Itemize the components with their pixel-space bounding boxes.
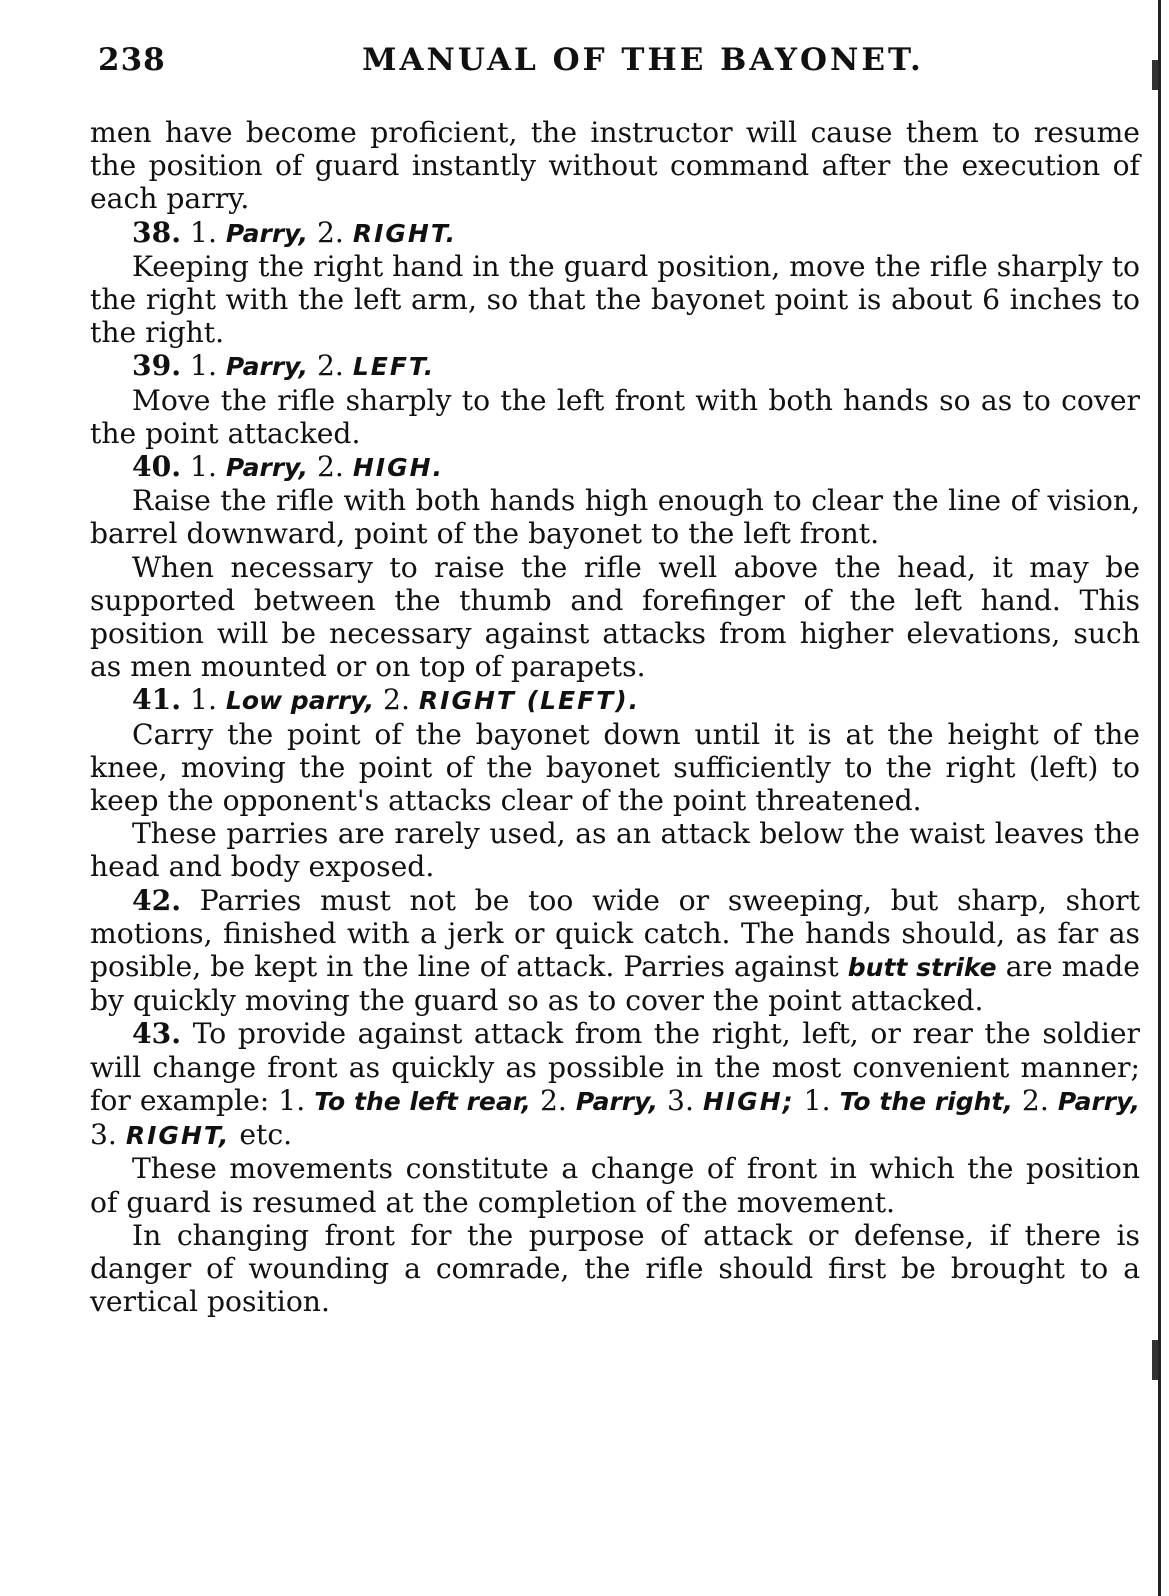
command-text: LEFT.: [352, 352, 436, 382]
edge-mark: [1152, 1340, 1158, 1380]
section-paragraph-41: [90, 718, 1140, 818]
paragraph-text: To provide against attack from the right, left, or rear the soldier will change front as quickly as possible in the most convenient manner; for example: 1.: [90, 1017, 1140, 1117]
paragraph-text: Keeping the right hand in the guard position, move the rifle sharply to the right with the left arm, so that the bayonet point is about 6 inches to the right.: [90, 249, 1140, 350]
section-paragraph-43b: [90, 1152, 1140, 1218]
section-number: 40.: [132, 450, 182, 484]
command-text: Low parry,: [225, 686, 375, 716]
section-heading-39: [90, 349, 1140, 383]
section-number: 41.: [132, 683, 182, 717]
command-text: To the left rear,: [314, 1086, 531, 1116]
section-heading-41: [90, 683, 1140, 717]
paragraph-text: Carry the point of the bayonet down until it is at the height of the knee, moving the point of the bayonet sufficiently to the right (left) to keep the opponent's attacks clear of the point threatened.: [90, 717, 1140, 818]
section-heading-40: [90, 450, 1140, 484]
page-number: 238: [98, 42, 166, 78]
section-paragraph-39: [90, 384, 1140, 450]
section-number: 42.: [132, 883, 182, 917]
command-step-number: 2.: [539, 1083, 567, 1117]
section-paragraph-43: [90, 1017, 1140, 1152]
command-step-number: 1.: [190, 683, 217, 717]
command-text: butt strike: [847, 953, 997, 983]
command-step-number: 2.: [316, 215, 344, 249]
paragraph-text: are made by quickly moving the guard so as to cover the point attacked.: [90, 950, 1140, 1018]
edge-mark: [1152, 60, 1158, 90]
command-text: Parry,: [225, 352, 308, 382]
section-number: 38.: [132, 215, 182, 249]
paragraph-text: Move the rifle sharply to the left front with both hands so as to cover the point attacked.: [90, 383, 1140, 450]
command-text: RIGHT (LEFT).: [418, 686, 641, 716]
section-paragraph-43c: [90, 1219, 1140, 1319]
command-text: Parry,: [225, 453, 308, 483]
command-text: Parry,: [575, 1086, 658, 1116]
text-body: [90, 116, 1140, 1318]
command-step-number: 3.: [90, 1118, 117, 1152]
paragraph-text: In changing front for the purpose of attack or defense, if there is danger of wounding a comrade, the rifle should first be brought to a vertical position.: [90, 1218, 1140, 1319]
page-header: [98, 42, 1138, 92]
paragraph-text: These parries are rarely used, as an attack below the waist leaves the head and body exposed.: [90, 817, 1140, 884]
paragraph-text: men have become proficient, the instructor will cause them to resume the position of guard instantly without command after the execution of each parry.: [90, 116, 1140, 216]
paragraph-text: etc.: [239, 1118, 293, 1152]
page-edge-line: [1158, 0, 1161, 1596]
section-number: 43.: [132, 1017, 182, 1051]
command-text: Parry,: [1057, 1086, 1140, 1116]
section-paragraph-40b: [90, 551, 1140, 684]
section-number: 39.: [132, 349, 182, 383]
command-step-number: 2.: [1021, 1083, 1049, 1117]
command-text: RIGHT,: [125, 1121, 231, 1151]
command-text: HIGH;: [702, 1086, 795, 1116]
section-paragraph-40: [90, 484, 1140, 550]
paragraph-continuation: [90, 116, 1140, 216]
command-text: Parry,: [225, 218, 308, 248]
command-step-number: 1.: [190, 450, 217, 484]
running-title: MANUAL OF THE BAYONET.: [362, 42, 924, 78]
section-paragraph-38: [90, 250, 1140, 350]
command-step-number: 1.: [190, 349, 217, 383]
command-step-number: 2.: [316, 349, 344, 383]
command-text: RIGHT.: [352, 218, 458, 248]
command-step-number: 3.: [667, 1083, 694, 1117]
paragraph-text: Parries must not be too wide or sweeping, but sharp, short motions, finished with a jerk or quick catch. The hands should, as far as posible, be kept in the line of attack. Parries against: [90, 883, 1140, 984]
section-paragraph-41b: [90, 817, 1140, 883]
command-step-number: 1.: [803, 1083, 831, 1117]
command-step-number: 2.: [316, 450, 344, 484]
command-text: To the right,: [839, 1086, 1013, 1116]
command-text: HIGH.: [352, 453, 445, 483]
paragraph-text: These movements constitute a change of front in which the position of guard is resumed at the completion of the movement.: [90, 1152, 1140, 1219]
command-step-number: 2.: [383, 683, 410, 717]
paragraph-text: Raise the rifle with both hands high enough to clear the line of vision, barrel downward, point of the bayonet to the left front.: [90, 484, 1140, 551]
paragraph-text: When necessary to raise the rifle well above the head, it may be supported between the thumb and forefinger of the left hand. This position will be necessary against attacks from higher elevations, such as men mounted or on top of parapets.: [90, 550, 1140, 684]
section-paragraph-42: [90, 884, 1140, 1018]
command-step-number: 1.: [190, 215, 217, 249]
section-heading-38: [90, 216, 1140, 250]
